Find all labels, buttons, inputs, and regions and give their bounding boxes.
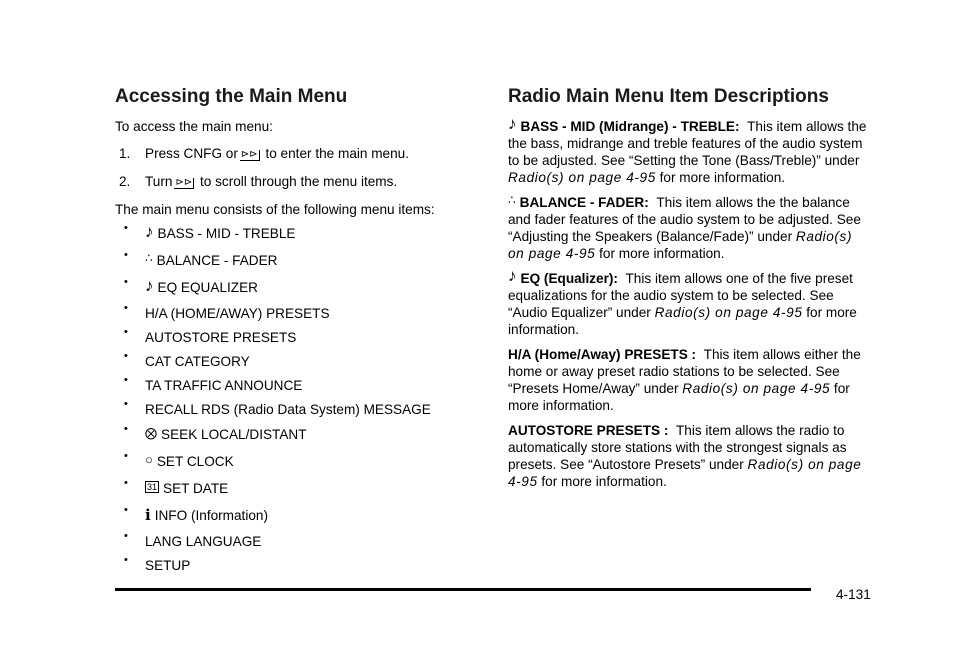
menu-item [115, 301, 475, 325]
menu-item-label: CAT CATEGORY [145, 353, 250, 369]
description-body: This item allows one of the five preset equalizations for the audio system to be selected. See “Audio Equalizer” under [508, 271, 853, 320]
bullet: • [124, 423, 128, 435]
menu-item-label: LANG LANGUAGE [145, 533, 262, 549]
menu-item [115, 475, 475, 502]
balance-icon: ∴ [508, 193, 516, 207]
bullet: • [124, 249, 128, 261]
music-note-icon: ♪ [508, 266, 517, 285]
description-body: This item allows the the bass, midrange and treble features of the audio system to be adjusted. See “Setting the Tone (Bass/Treble)” under [508, 119, 867, 168]
description-body: This item allows the radio to automatically store stations with the strongest signals as presets. See “Autostore Presets” under [508, 423, 847, 472]
menu-item [115, 373, 475, 397]
step-number: 2. [119, 174, 131, 189]
list-intro-text: The main menu consists of the following menu items: [115, 202, 435, 217]
step-text-post: to enter the main menu. [261, 146, 410, 161]
bullet: • [124, 450, 128, 462]
page-reference: Radio(s) on page 4-95 [682, 381, 831, 396]
descriptions-list [508, 114, 868, 490]
bullet: • [124, 529, 128, 542]
step-text [145, 173, 397, 190]
menu-item-label: RECALL RDS (Radio Data System) MESSAGE [145, 401, 431, 417]
menu-items-list [115, 220, 475, 577]
menu-item-label: SET CLOCK [156, 454, 234, 469]
menu-item [115, 220, 475, 247]
description-paragraph [508, 114, 868, 186]
calendar-icon: 31 [147, 481, 158, 492]
menu-item-label: TA TRAFFIC ANNOUNCE [145, 377, 303, 393]
description-term: H/A (Home/Away) PRESETS : [508, 347, 697, 362]
description-tail: for more information. [508, 305, 857, 337]
info-icon: i [145, 505, 151, 524]
description-paragraph [508, 346, 868, 414]
bullet: • [124, 504, 128, 516]
right-column [508, 86, 868, 498]
seek-button-icon: ⊳⊳ [240, 149, 258, 160]
step-number: 1. [119, 146, 131, 161]
seek-button-icon: ⊳⊳ [175, 177, 193, 188]
intro-text: To access the main menu: [115, 119, 273, 134]
music-note-icon: ♪ [145, 221, 154, 241]
description-tail: for more information. [595, 246, 725, 261]
menu-item [115, 325, 475, 349]
clock-icon: ○ [145, 451, 153, 467]
description-term: AUTOSTORE PRESETS : [508, 423, 669, 438]
menu-item-label: INFO (Information) [154, 508, 269, 523]
menu-item-label: BASS - MID - TREBLE [157, 226, 296, 241]
menu-item-label: SET DATE [163, 481, 229, 496]
menu-item [115, 529, 475, 553]
description-body: This item allows either the home or away preset radio stations to be selected. See “Presets Home/Away” under [508, 347, 861, 396]
step-text-pre: Turn [145, 174, 173, 189]
description-tail: for more information. [508, 381, 850, 413]
description-term: EQ (Equalizer): [520, 271, 618, 286]
music-note-icon: ♪ [145, 275, 154, 295]
menu-item [115, 553, 475, 577]
menu-item [115, 397, 475, 421]
section-heading-main-menu: Accessing the Main Menu [115, 86, 348, 107]
menu-item-label: H/A (HOME/AWAY) PRESETS [145, 305, 330, 321]
menu-item [115, 247, 475, 274]
page-reference: Radio(s) on page 4-95 [654, 305, 803, 320]
menu-item-label: SETUP [145, 557, 191, 573]
description-paragraph [508, 266, 868, 338]
steps-list [115, 145, 475, 190]
description-tail: for more information. [655, 170, 786, 185]
bullet: • [124, 553, 128, 566]
step-item [115, 145, 475, 162]
step-text-pre: Press CNFG or [145, 146, 238, 161]
description-body: This item allows the the balance and fader features of the audio system to be adjusted. See “Adjusting the Speakers (Balance/Fade)” under [508, 195, 861, 244]
bullet: • [124, 373, 128, 386]
page-reference: Radio(s) on page 4-95 [508, 170, 656, 185]
menu-item [115, 421, 475, 448]
description-tail: for more information. [537, 474, 667, 489]
step-item [115, 173, 475, 190]
page-reference: Radio(s) on page 4-95 [508, 457, 862, 489]
bullet: • [124, 325, 128, 338]
menu-item [115, 274, 475, 301]
description-paragraph [508, 422, 868, 490]
description-term: BASS - MID (Midrange) - TREBLE: [520, 119, 740, 134]
bullet: • [124, 222, 128, 234]
description-term: BALANCE - FADER: [519, 195, 649, 210]
step-text-post: to scroll through the menu items. [196, 174, 398, 189]
page-number: 4-131 [836, 587, 871, 602]
menu-item [115, 349, 475, 373]
bullet: • [124, 477, 128, 489]
menu-item-label: EQ EQUALIZER [157, 280, 258, 295]
bullet: • [124, 349, 128, 362]
menu-item-label: SEEK LOCAL/DISTANT [161, 427, 307, 442]
step-text [145, 145, 409, 162]
footer-rule [115, 588, 811, 591]
left-column [115, 86, 475, 577]
description-paragraph [508, 194, 868, 262]
bullet: • [124, 276, 128, 288]
bullet: • [124, 301, 128, 314]
balance-icon: ∴ [145, 250, 153, 265]
menu-item [115, 448, 475, 475]
bullet: • [124, 397, 128, 410]
antenna-icon: ⨂ [145, 425, 157, 440]
menu-item-label: BALANCE - FADER [156, 253, 278, 268]
menu-item-label: AUTOSTORE PRESETS [145, 329, 297, 345]
music-note-icon: ♪ [508, 114, 517, 133]
section-heading-descriptions: Radio Main Menu Item Descriptions [508, 86, 829, 107]
menu-item [115, 502, 475, 529]
page-reference: Radio(s) on page 4-95 [508, 229, 853, 261]
